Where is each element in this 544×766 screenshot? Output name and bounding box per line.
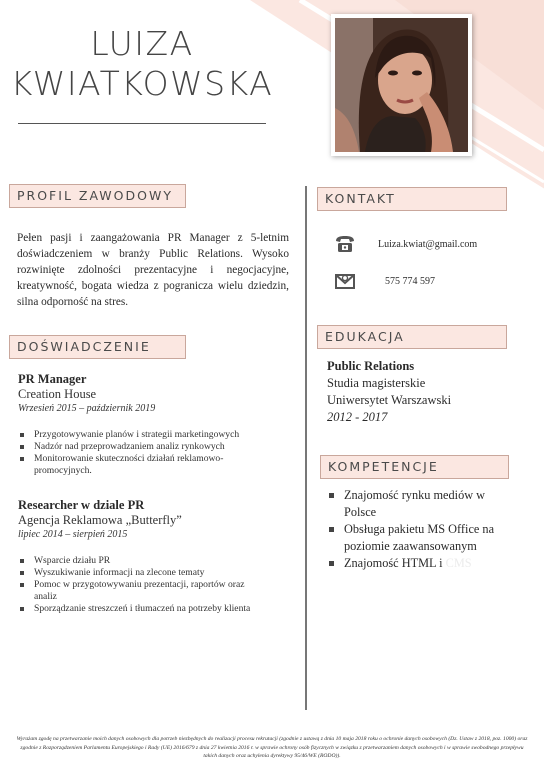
- duty-item: Przygotowywanie planów i strategii marketingowych: [18, 429, 268, 441]
- job-dates: Wrzesień 2015 – październik 2019: [18, 403, 156, 414]
- job-entry: [18, 498, 290, 615]
- duty-item: Nadzór nad przeprowadzaniem analiz rynkowych: [18, 441, 268, 453]
- skill-text-faded: CMS: [445, 556, 472, 570]
- duty-item: Wyszukiwanie informacji na zlecone tematy: [18, 567, 268, 579]
- skill-item: Obsługa pakietu MS Office na poziomie zaawansowanym: [327, 521, 517, 555]
- job-duties: [18, 555, 290, 615]
- skill-item: [327, 555, 517, 572]
- job-company: Creation House: [18, 387, 97, 401]
- education-degree: Studia magisterskie: [327, 376, 426, 390]
- skills-section-header: KOMPETENCJE: [320, 455, 509, 479]
- profile-section-header: PROFIL ZAWODOWY: [9, 184, 186, 208]
- experience-section-header: DOŚWIADCZENIE: [9, 335, 186, 359]
- last-name: KWIATKOWSKA: [10, 64, 274, 103]
- skill-text: Znajomość HTML i: [344, 556, 446, 570]
- skills-list: [327, 487, 517, 572]
- telephone-icon: [334, 234, 356, 254]
- profile-photo: [331, 14, 472, 156]
- job-title: PR Manager: [18, 372, 87, 386]
- job-title: Researcher w dziale PR: [18, 498, 145, 512]
- contact-section-header: KONTAKT: [317, 187, 507, 211]
- candidate-name: [6, 24, 278, 104]
- education-dates: 2012 - 2017: [327, 410, 388, 424]
- duty-item: Sporządzanie streszczeń i tłumaczeń na potrzeby klienta: [18, 603, 268, 615]
- education-school: Uniwersytet Warszawski: [327, 393, 452, 407]
- job-company: Agencja Reklamowa „Butterfly”: [18, 513, 182, 527]
- portrait-illustration: [335, 18, 468, 152]
- first-name: LUIZA: [90, 24, 194, 63]
- column-divider: [305, 186, 307, 710]
- name-underline: [18, 123, 266, 124]
- education-entry: [327, 358, 527, 426]
- duty-item: Monitorowanie skuteczności działań reklamowo-promocyjnych.: [18, 453, 268, 477]
- envelope-icon: [334, 271, 356, 291]
- education-section-header: EDUKACJA: [317, 325, 507, 349]
- education-field: Public Relations: [327, 359, 415, 373]
- duty-item: Wsparcie działu PR: [18, 555, 268, 567]
- job-dates: lipiec 2014 – sierpień 2015: [18, 529, 128, 540]
- phone-row: [334, 271, 435, 291]
- duty-item: Pomoc w przygotowywaniu prezentacji, raportów oraz analiz: [18, 579, 268, 603]
- job-entry: [18, 372, 290, 477]
- profile-summary: Pełen pasji i zaangażowania PR Manager z 5-letnim doświadczeniem w branży Public Relations. Wysoko rozwinięte zdolności prezentacyjne i negocjacyjne, kreatywność, bogata wiedza z pogranicza wielu dziedzin, silna odporność na stres.: [17, 232, 289, 308]
- gdpr-consent-clause: Wyrażam zgodę na przetwarzanie moich danych osobowych dla potrzeb niezbędnych do realizacji procesu rekrutacji (zgodnie z ustawą z dnia 10 maja 2018 roku o ochronie danych osobowych (Dz. Ustaw z 2018, poz. 1000) oraz zgodnie z Rozporządzeniem Parlamentu Europejskiego i Rady (UE) 2016/679 z dnia 27 kwietnia 2016 r. w sprawie ochrony osób fizycznych w związku z przetwarzaniem danych osobowych i w sprawie swobodnego przepływu takich danych oraz uchylenia dyrektywy 95/46/WE (RODO)).: [16, 736, 528, 759]
- email-row: [334, 234, 477, 254]
- phone-number[interactable]: 575 774 597: [385, 275, 435, 287]
- email-address[interactable]: Luiza.kwiat@gmail.com: [378, 238, 478, 250]
- skill-item: Znajomość rynku mediów w Polsce: [327, 487, 517, 521]
- job-duties: [18, 429, 290, 477]
